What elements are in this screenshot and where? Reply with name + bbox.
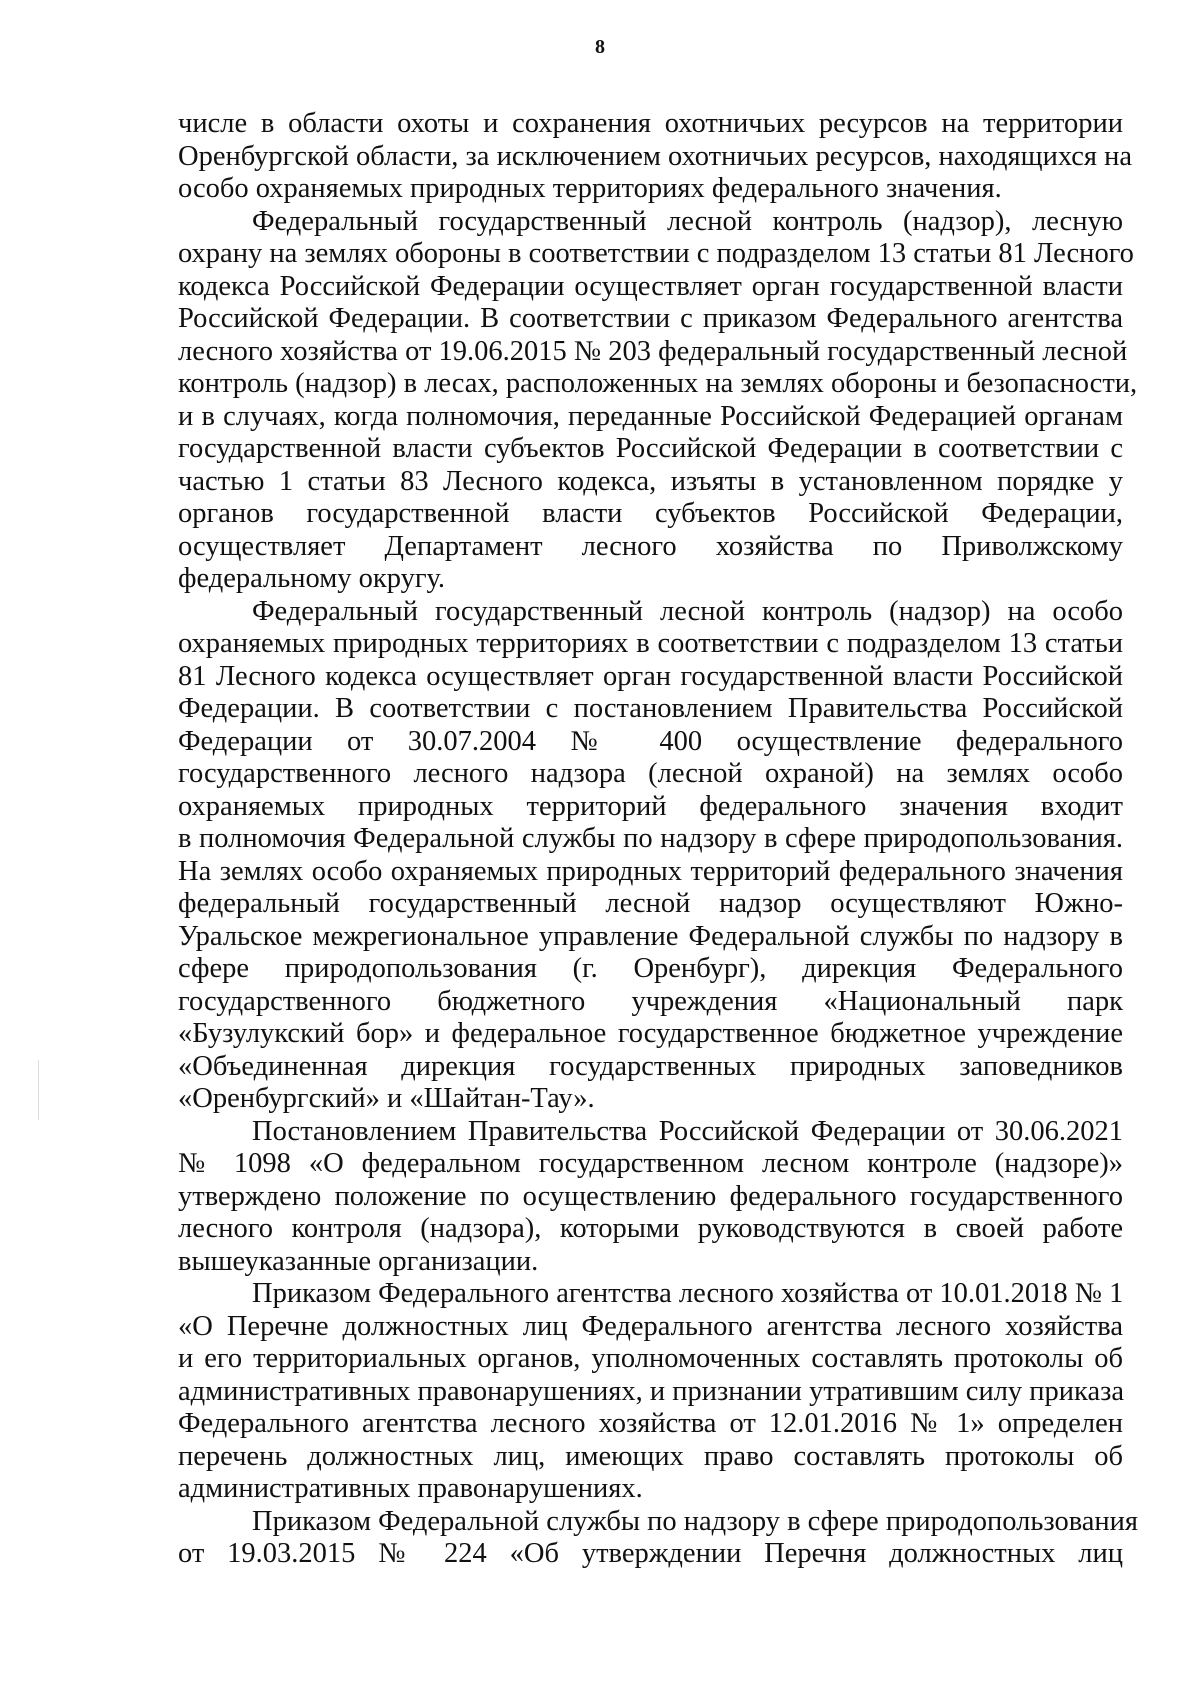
text-line: «Бузулукский бор» и федеральное государственное бюджетное учреждение: [178, 1018, 1123, 1049]
text-line: «Объединенная дирекция государственных природных заповедников: [178, 1050, 1123, 1082]
text-line: Федерации. В соответствии с постановлением Правительства Российской: [178, 693, 1123, 724]
text-line: Российской Федерации. В соответствии с приказом Федерального агентства: [178, 303, 1123, 334]
text-line: 81 Лесного кодекса осуществляет орган государственной власти Российской: [178, 660, 1123, 692]
scan-artifact: [38, 1060, 39, 1120]
text-line: от 19.03.2015 № 224 «Об утверждении Перечня должностных лиц: [178, 1538, 1123, 1569]
text-line: административных правонарушениях.: [178, 1473, 643, 1504]
text-line: лесного хозяйства от 19.06.2015 № 203 федеральный государственный лесной: [178, 335, 1128, 367]
text-line: в полномочия Федеральной службы по надзору в сфере природопользования.: [178, 823, 1123, 854]
paragraph: [178, 1278, 1123, 1506]
text-line: Приказом Федеральной службы по надзору в сфере природопользования: [252, 1505, 1139, 1537]
text-line: вышеуказанные организации.: [178, 1245, 539, 1277]
paragraph: [178, 596, 1123, 1116]
text-line: Оренбургской области, за исключением охотничьих ресурсов, находящихся на: [178, 140, 1133, 172]
text-line: государственной власти субъектов Российской Федерации в соответствии с: [178, 433, 1123, 464]
text-line: кодекса Российской Федерации осуществляет орган государственной власти: [178, 270, 1123, 302]
text-line: государственного лесного надзора (лесной охраной) на землях особо: [178, 758, 1123, 789]
paragraph: [178, 1505, 1139, 1571]
text-line: особо охраняемых природных территориях федерального значения.: [178, 173, 1002, 204]
text-line: числе в области охоты и сохранения охотничьих ресурсов на территории: [178, 108, 1123, 139]
text-line: утверждено положение по осуществлению федерального государственного: [178, 1180, 1123, 1212]
text-line: Федерального агентства лесного хозяйства от 12.01.2016 № 1» определен: [178, 1408, 1123, 1439]
text-line: Уральское межрегиональное управление Федеральной службы по надзору в: [178, 920, 1123, 952]
text-line: перечень должностных лиц, имеющих право составлять протоколы об: [178, 1440, 1123, 1472]
paragraph: [178, 108, 1133, 206]
text-line: федеральный государственный лесной надзор осуществляют Южно-: [178, 888, 1123, 919]
text-line: Приказом Федерального агентства лесного хозяйства от 10.01.2018 № 1: [252, 1278, 1124, 1309]
text-line: Федерации от 30.07.2004 № 400 осуществление федерального: [178, 725, 1123, 757]
page-number: 8: [595, 36, 605, 58]
text-line: и в случаях, когда полномочия, переданные Российской Федерацией органам: [178, 400, 1123, 432]
text-line: административных правонарушениях, и признании утратившим силу приказа: [178, 1375, 1125, 1407]
text-line: охраняемых природных территорий федерального значения входит: [178, 790, 1123, 822]
text-line: частью 1 статьи 83 Лесного кодекса, изъяты в установленном порядке у: [178, 465, 1123, 497]
text-line: государственного бюджетного учреждения «Национальный парк: [178, 985, 1123, 1017]
document-body: [178, 108, 1139, 1571]
text-line: охрану на землях обороны в соответствии с подразделом 13 статьи 81 Лесного: [178, 238, 1134, 269]
text-line: охраняемых природных территориях в соответствии с подразделом 13 статьи: [178, 628, 1123, 659]
text-line: лесного контроля (надзора), которыми руководствуются в своей работе: [178, 1213, 1123, 1244]
paragraph: [178, 205, 1138, 596]
text-line: органов государственной власти субъектов Российской Федерации,: [178, 498, 1123, 529]
text-line: Федеральный государственный лесной контроль (надзор), лесную: [252, 205, 1123, 237]
text-line: и его территориальных органов, уполномоченных составлять протоколы об: [178, 1343, 1123, 1374]
text-line: Постановлением Правительства Российской Федерации от 30.06.2021: [252, 1115, 1123, 1147]
text-line: осуществляет Департамент лесного хозяйства по Приволжскому: [178, 530, 1123, 562]
text-line: «Оренбургский» и «Шайтан-Тау».: [178, 1083, 595, 1114]
text-line: контроль (надзор) в лесах, расположенных на землях обороны и безопасности,: [178, 368, 1138, 399]
text-line: Федеральный государственный лесной контроль (надзор) на особо: [252, 595, 1123, 627]
text-line: «О Перечне должностных лиц Федерального агентства лесного хозяйства: [178, 1310, 1123, 1342]
paragraph: [178, 1116, 1123, 1279]
text-line: федеральному округу.: [178, 563, 446, 594]
text-line: На землях особо охраняемых природных территорий федерального значения: [178, 855, 1123, 887]
text-line: № 1098 «О федеральном государственном лесном контроле (надзоре)»: [178, 1148, 1123, 1179]
text-line: сфере природопользования (г. Оренбург), дирекция Федерального: [178, 953, 1123, 984]
